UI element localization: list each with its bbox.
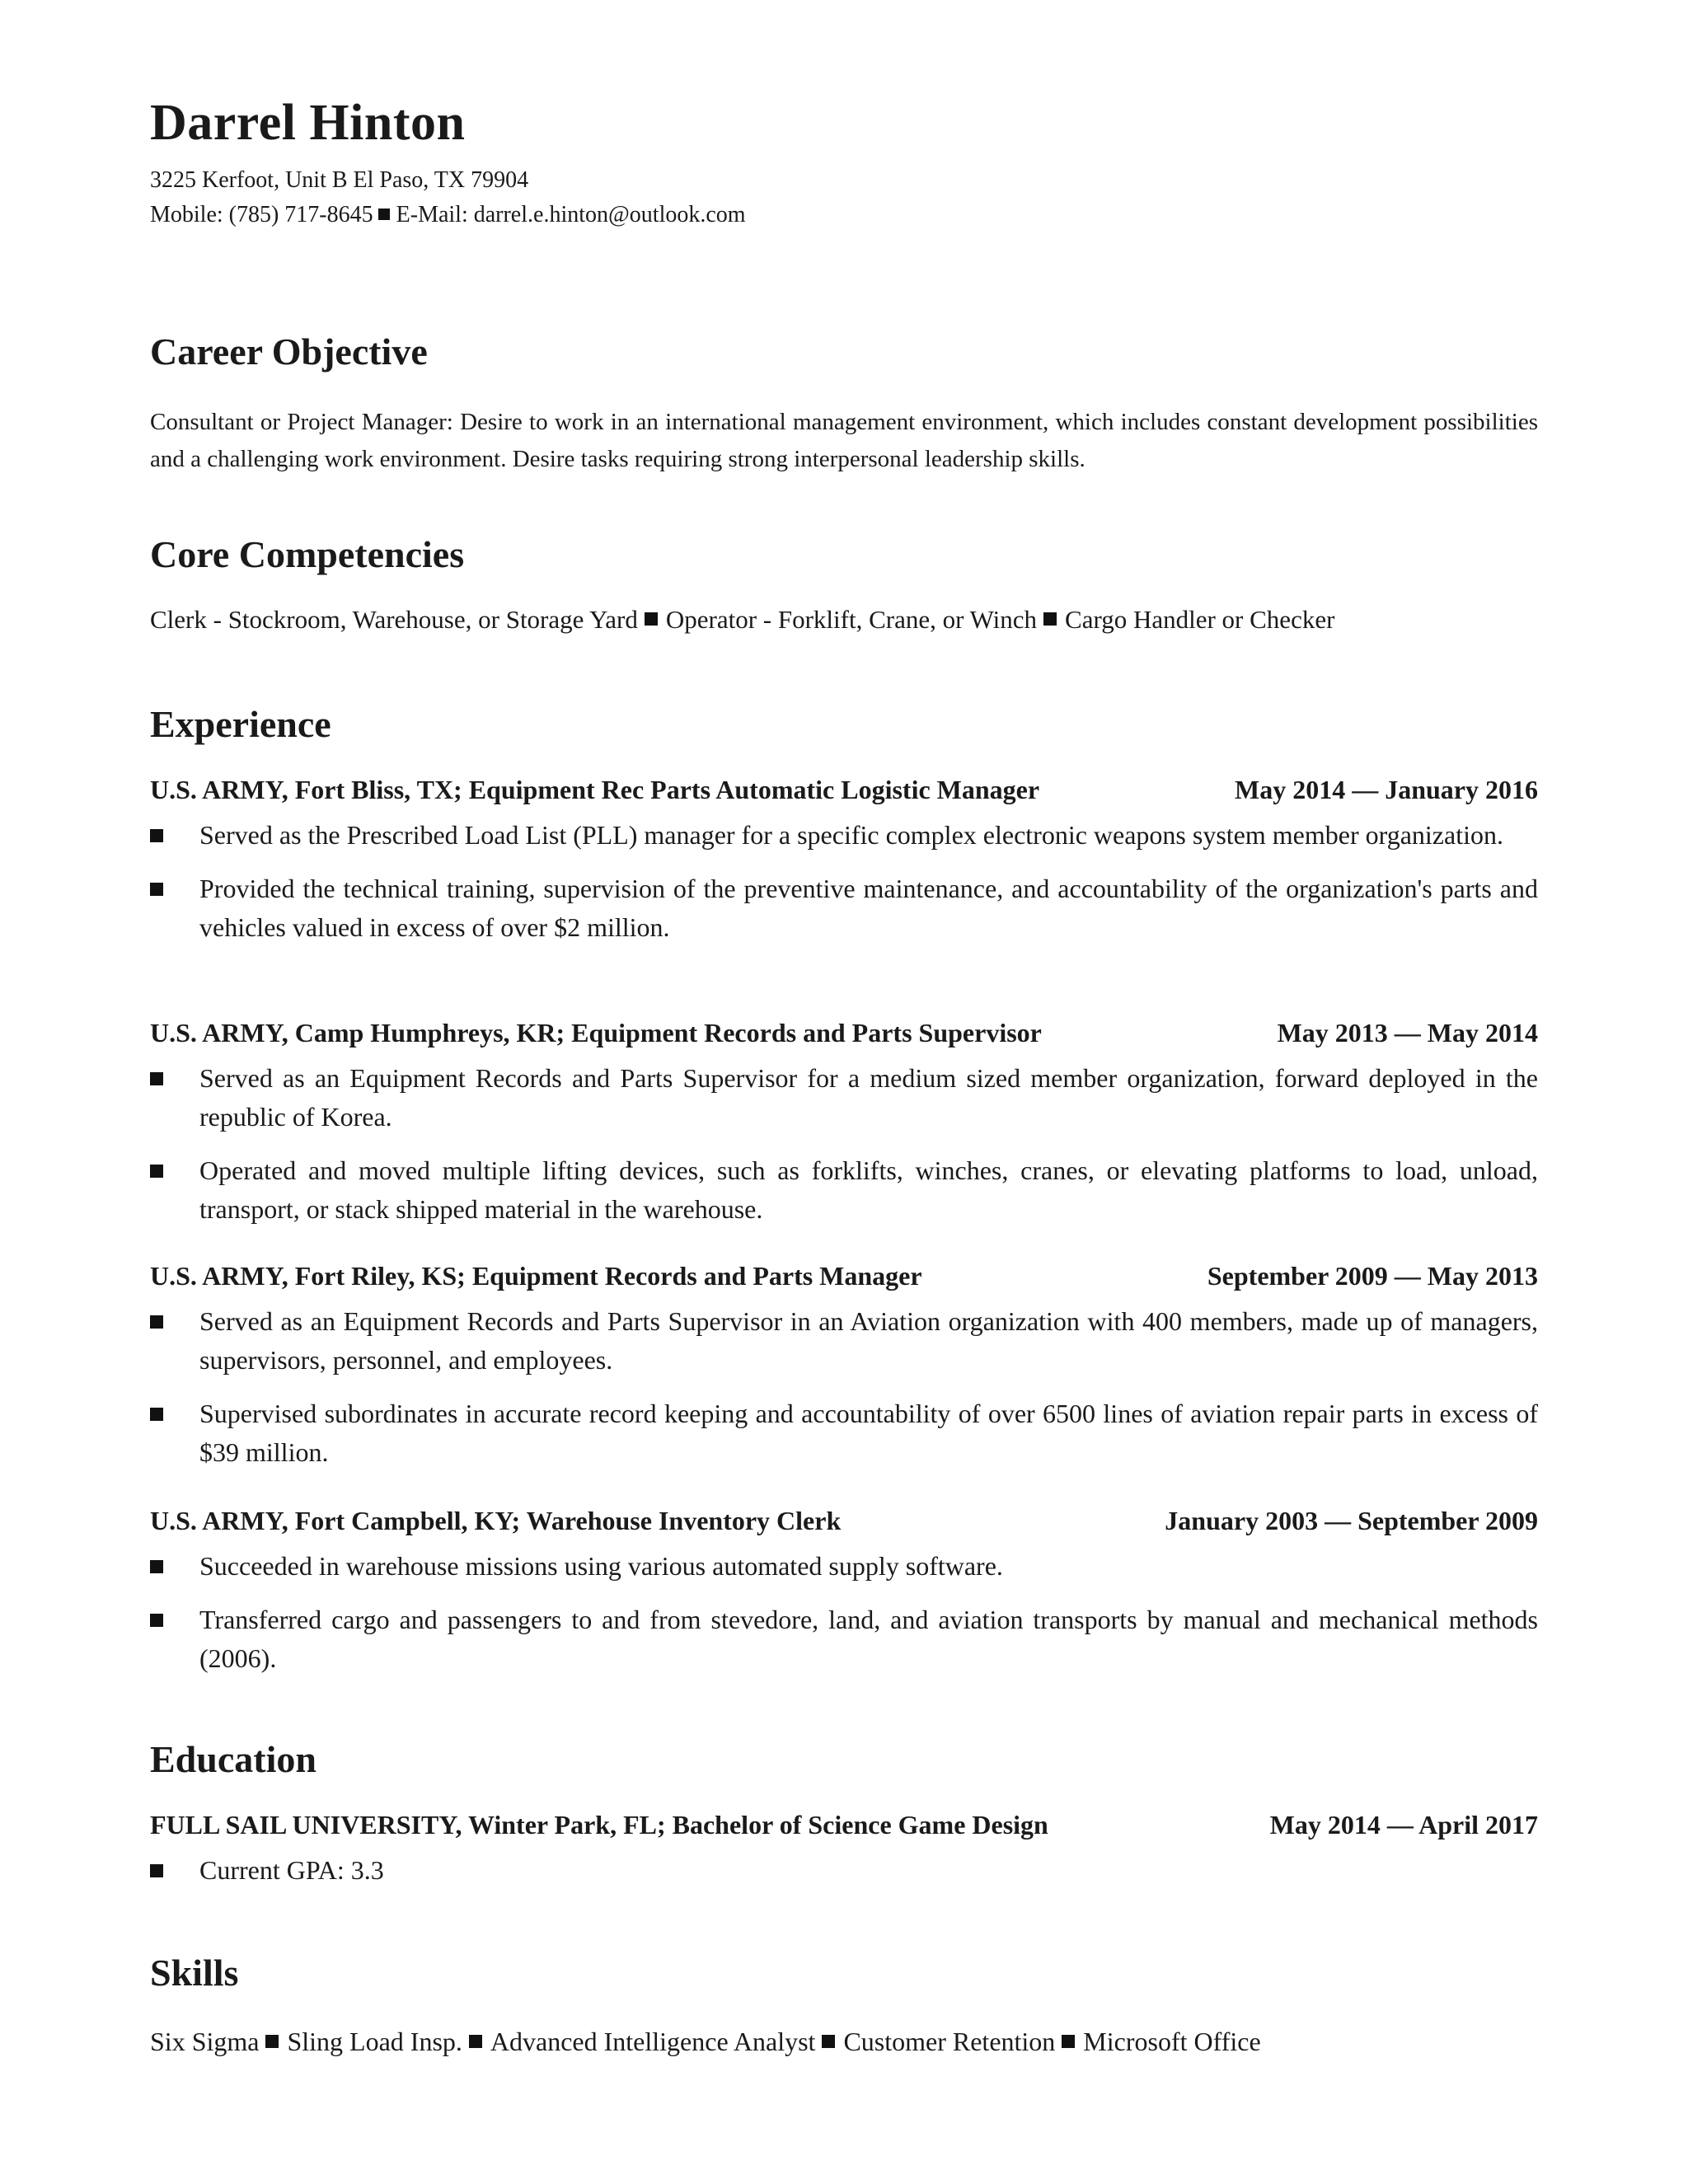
separator-square-icon <box>265 2035 279 2048</box>
competencies-section <box>150 533 1538 638</box>
separator-square-icon <box>645 612 658 626</box>
job-bullets <box>150 1302 1538 1472</box>
objective-section <box>150 330 1538 478</box>
job-entry <box>150 1502 1538 1678</box>
job-heading-row <box>150 1258 1538 1294</box>
separator-square-icon <box>1043 612 1057 626</box>
separator-square-icon <box>469 2035 482 2048</box>
job-title: U.S. ARMY, Fort Campbell, KY; Warehouse Inventory Clerk <box>150 1506 842 1535</box>
bullet-item <box>150 1059 1538 1137</box>
address: 3225 Kerfoot, Unit B El Paso, TX 79904 <box>150 167 529 193</box>
separator-square-icon <box>822 2035 835 2048</box>
bullet-text: Served as an Equipment Records and Parts Supervisor for a medium sized member organization, forward deployed in the republic of Korea. <box>199 1063 1538 1132</box>
bullet-square-icon <box>150 1315 163 1329</box>
bullet-square-icon <box>150 883 163 896</box>
resume-header <box>150 97 1538 232</box>
job-title: U.S. ARMY, Fort Riley, KS; Equipment Records and Parts Manager <box>150 1261 922 1291</box>
job-dates: September 2009 — May 2013 <box>1207 1261 1538 1291</box>
bullet-item <box>150 1302 1538 1380</box>
contact-line <box>150 198 1538 232</box>
bullet-square-icon <box>150 1408 163 1421</box>
job-bullets <box>150 1059 1538 1229</box>
job-dates: May 2014 — January 2016 <box>1235 775 1538 804</box>
email: E-Mail: darrel.e.hinton@outlook.com <box>396 202 746 227</box>
bullet-text: Transferred cargo and passengers to and from stevedore, land, and aviation transports by manual and mechanical methods (2006). <box>199 1605 1538 1673</box>
education-heading-row <box>150 1807 1538 1843</box>
bullet-text: Served as an Equipment Records and Parts Supervisor in an Aviation organization with 400 members, made up of managers, supervisors, personnel, and employees. <box>199 1306 1538 1375</box>
job-entry <box>150 1258 1538 1472</box>
bullet-text: Operated and moved multiple lifting devices, such as forklifts, winches, cranes, or elevating platforms to load, unload, transport, or stack shipped material in the warehouse. <box>199 1155 1538 1224</box>
education-bullets <box>150 1851 1538 1890</box>
experience-section <box>150 705 1538 743</box>
bullet-item <box>150 1151 1538 1229</box>
bullet-square-icon <box>150 1165 163 1178</box>
skill-item: Six Sigma <box>150 2027 260 2056</box>
skill-item: Customer Retention <box>843 2027 1056 2056</box>
education-section <box>150 1738 1538 1780</box>
bullet-item <box>150 869 1538 947</box>
bullet-item <box>150 1394 1538 1472</box>
separator-square-icon <box>378 209 390 220</box>
skill-item: Microsoft Office <box>1083 2027 1261 2056</box>
bullet-text: Current GPA: 3.3 <box>199 1855 384 1885</box>
job-heading-row <box>150 1015 1538 1051</box>
bullet-text: Supervised subordinates in accurate record keeping and accountability of over 6500 lines of aviation repair parts in excess of $39 million. <box>199 1399 1538 1467</box>
competencies-list <box>150 602 1538 638</box>
job-dates: May 2013 — May 2014 <box>1277 1018 1538 1047</box>
bullet-text: Succeeded in warehouse missions using various automated supply software. <box>199 1551 1003 1581</box>
bullet-square-icon <box>150 829 163 842</box>
job-entry <box>150 1015 1538 1229</box>
bullet-square-icon <box>150 1560 163 1573</box>
section-title-education: Education <box>150 1738 316 1780</box>
education-entry <box>150 1807 1538 1890</box>
skills-section <box>150 1954 1538 2060</box>
bullet-square-icon <box>150 1614 163 1627</box>
bullet-item <box>150 1601 1538 1678</box>
job-bullets <box>150 1547 1538 1678</box>
bullet-text: Served as the Prescribed Load List (PLL) manager for a specific complex electronic weapons system member organization. <box>199 820 1503 850</box>
bullet-square-icon <box>150 1864 163 1877</box>
skill-item: Advanced Intelligence Analyst <box>490 2027 816 2056</box>
skills-list <box>150 2023 1538 2060</box>
school-degree: FULL SAIL UNIVERSITY, Winter Park, FL; Bachelor of Science Game Design <box>150 1810 1048 1840</box>
bullet-text: Provided the technical training, supervision of the preventive maintenance, and accountability of the organization's parts and vehicles valued in excess of over $2 million. <box>199 874 1538 942</box>
contact-info <box>150 163 1538 232</box>
bullet-item <box>150 1547 1538 1586</box>
job-heading-row <box>150 771 1538 808</box>
education-dates: May 2014 — April 2017 <box>1269 1810 1538 1840</box>
job-title: U.S. ARMY, Fort Bliss, TX; Equipment Rec Parts Automatic Logistic Manager <box>150 775 1040 804</box>
bullet-square-icon <box>150 1072 163 1085</box>
section-title-experience: Experience <box>150 703 331 745</box>
job-title: U.S. ARMY, Camp Humphreys, KR; Equipment Records and Parts Supervisor <box>150 1018 1042 1047</box>
competency-item: Clerk - Stockroom, Warehouse, or Storage Yard <box>150 605 638 634</box>
section-title-competencies: Core Competencies <box>150 533 465 575</box>
candidate-name: Darrel Hinton <box>150 95 466 151</box>
job-dates: January 2003 — September 2009 <box>1165 1506 1538 1535</box>
competency-item: Operator - Forklift, Crane, or Winch <box>665 605 1038 634</box>
competency-item: Cargo Handler or Checker <box>1065 605 1335 634</box>
job-entry <box>150 771 1538 947</box>
separator-square-icon <box>1062 2035 1075 2048</box>
objective-text: Consultant or Project Manager: Desire to work in an international management environment, which includes constant development possibilities and a challenging work environment. Desire tasks requiring strong interpersonal leadership skills. <box>150 409 1538 472</box>
skill-item: Sling Load Insp. <box>287 2027 462 2056</box>
mobile: Mobile: (785) 717-8645 <box>150 202 373 227</box>
section-title-objective: Career Objective <box>150 330 428 373</box>
section-title-skills: Skills <box>150 1952 239 1994</box>
bullet-item <box>150 816 1538 855</box>
bullet-item <box>150 1851 1538 1890</box>
job-heading-row <box>150 1502 1538 1539</box>
job-bullets <box>150 816 1538 947</box>
